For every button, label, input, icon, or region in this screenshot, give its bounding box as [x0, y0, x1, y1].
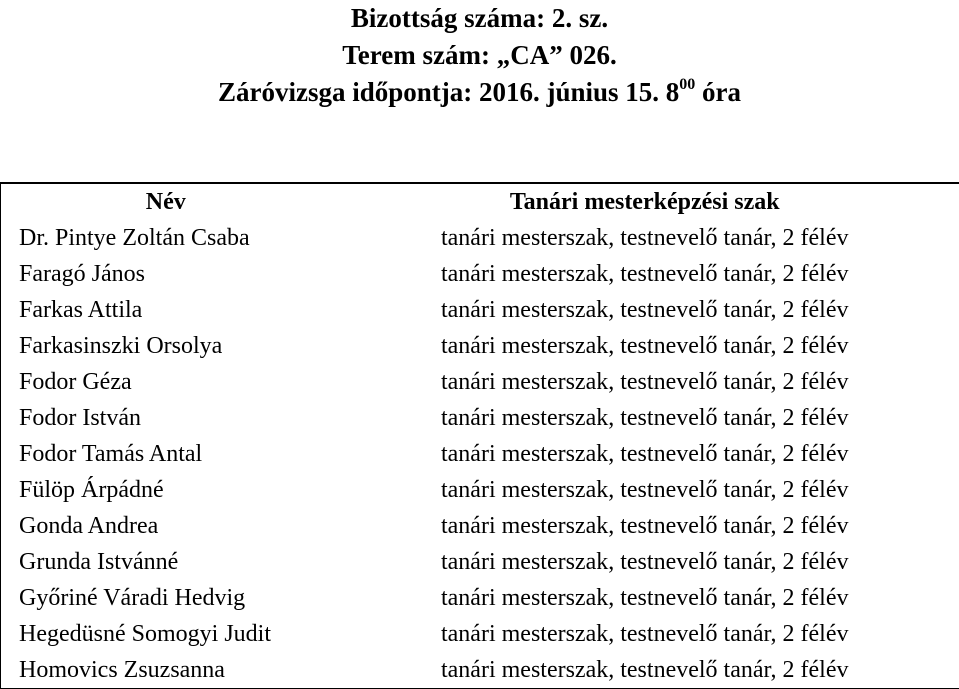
- student-name: Győriné Váradi Hedvig: [1, 580, 331, 616]
- column-header-major: Tanári mesterképzési szak: [331, 183, 959, 220]
- document-header: [0, 0, 959, 111]
- committee-number: Bizottság száma: 2. sz.: [0, 0, 959, 37]
- table-row: [1, 580, 959, 616]
- table-row: [1, 292, 959, 328]
- table-row: [1, 472, 959, 508]
- student-major: tanári mesterszak, testnevelő tanár, 2 félév: [331, 616, 959, 652]
- student-name: Gonda Andrea: [1, 508, 331, 544]
- student-major: tanári mesterszak, testnevelő tanár, 2 félév: [331, 328, 959, 364]
- column-header-name: Név: [1, 183, 331, 220]
- student-major: tanári mesterszak, testnevelő tanár, 2 félév: [331, 400, 959, 436]
- student-major: tanári mesterszak, testnevelő tanár, 2 félév: [331, 256, 959, 292]
- table-row: [1, 544, 959, 580]
- student-name: Fodor Tamás Antal: [1, 436, 331, 472]
- student-name: Fülöp Árpádné: [1, 472, 331, 508]
- exam-date-text: Záróvizsga időpontja: 2016. június 15. 8: [218, 77, 679, 107]
- student-name: Farkas Attila: [1, 292, 331, 328]
- exam-date-suffix: óra: [695, 77, 741, 107]
- student-major: tanári mesterszak, testnevelő tanár, 2 félév: [331, 220, 959, 256]
- student-major: tanári mesterszak, testnevelő tanár, 2 félév: [331, 436, 959, 472]
- table-row: [1, 220, 959, 256]
- table-row: [1, 616, 959, 652]
- student-major: tanári mesterszak, testnevelő tanár, 2 félév: [331, 580, 959, 616]
- student-name: Farkasinszki Orsolya: [1, 328, 331, 364]
- student-major: tanári mesterszak, testnevelő tanár, 2 félév: [331, 292, 959, 328]
- student-major: tanári mesterszak, testnevelő tanár, 2 félév: [331, 652, 959, 689]
- table-row: [1, 652, 959, 689]
- table-row: [1, 400, 959, 436]
- student-name: Faragó János: [1, 256, 331, 292]
- table-body: [1, 220, 959, 689]
- student-major: tanári mesterszak, testnevelő tanár, 2 félév: [331, 364, 959, 400]
- student-name: Hegedüsné Somogyi Judit: [1, 616, 331, 652]
- exam-date: [0, 74, 959, 111]
- table-row: [1, 256, 959, 292]
- student-name: Homovics Zsuzsanna: [1, 652, 331, 689]
- student-major: tanári mesterszak, testnevelő tanár, 2 félév: [331, 508, 959, 544]
- table-row: [1, 364, 959, 400]
- student-table: [0, 182, 959, 689]
- table-row: [1, 328, 959, 364]
- student-name: Fodor István: [1, 400, 331, 436]
- table-row: [1, 436, 959, 472]
- exam-time-superscript: 00: [679, 76, 695, 93]
- table-header-row: [1, 183, 959, 220]
- table-row: [1, 508, 959, 544]
- student-name: Fodor Géza: [1, 364, 331, 400]
- student-name: Dr. Pintye Zoltán Csaba: [1, 220, 331, 256]
- student-major: tanári mesterszak, testnevelő tanár, 2 félév: [331, 544, 959, 580]
- student-major: tanári mesterszak, testnevelő tanár, 2 félév: [331, 472, 959, 508]
- room-number: Terem szám: „CA” 026.: [0, 37, 959, 74]
- student-name: Grunda Istvánné: [1, 544, 331, 580]
